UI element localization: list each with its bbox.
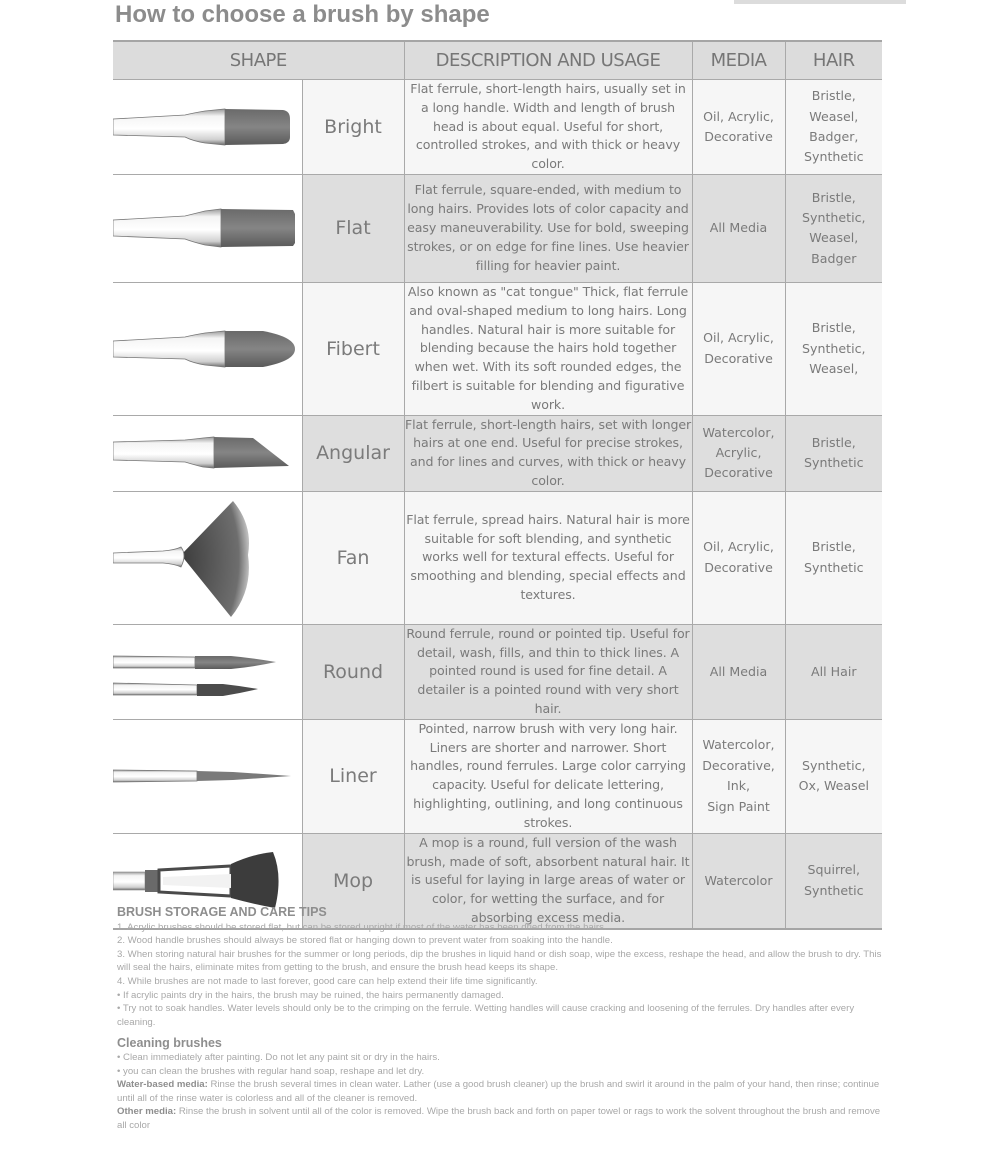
shape-hair: All Hair [785, 624, 882, 719]
page-title: How to choose a brush by shape [115, 1, 490, 28]
shape-name: Bright [302, 80, 404, 175]
shape-media: Oil, Acrylic, Decorative [692, 491, 785, 624]
angular-brush-icon [113, 428, 302, 478]
storage-tip: 2. Wood handle brushes should always be stored flat or hanging down to prevent water from soaking into the handle. [117, 935, 613, 947]
storage-tip: • Try not to soak handles. Water levels should only be to the crimping on the ferrule. Wetting handles will cause cracking and loosening of the ferrules. Dry handles after every cleaning. [117, 1003, 855, 1028]
shape-media: Watercolor, Decorative, Ink, Sign Paint [692, 719, 785, 833]
table-header-row [113, 41, 882, 80]
table-row [113, 719, 882, 833]
shape-hair: Bristle, Synthetic [785, 491, 882, 624]
shape-description: Flat ferrule, short-length hairs, set with longer hairs at one end. Useful for precise strokes, and for lines and curves, with thick or heavy color. [404, 415, 692, 491]
brush-image-cell [113, 174, 302, 282]
shape-hair: Squirrel, Synthetic [785, 833, 882, 929]
shape-name: Fan [302, 491, 404, 624]
top-decorative-bar [734, 0, 906, 4]
shape-media: Watercolor, Acrylic, Decorative [692, 415, 785, 491]
storage-tip: 4. While brushes are not made to last forever, good care can help extend their life time significantly. [117, 975, 538, 987]
water-based-text: Rinse the brush several times in clean water. Lather (use a good brush cleaner) up the brush and swirl it around in the palm of your hand, then rinse; continue until all of the rinse water is colorless and all of the cleaner is removed. [117, 1079, 880, 1104]
brush-shape-table [113, 40, 882, 930]
care-tips-section [117, 906, 883, 1133]
shape-description: Pointed, narrow brush with very long hair. Liners are shorter and narrower. Short handles, round ferrules. Large color carrying capacity. Useful for delicate lettering, highlighting, outlining, and long continuous strokes. [404, 719, 692, 833]
brush-image-cell [113, 719, 302, 833]
table-row [113, 415, 882, 491]
table-row [113, 174, 882, 282]
shape-hair: Bristle, Weasel, Badger, Synthetic [785, 80, 882, 175]
shape-name: Flat [302, 174, 404, 282]
shape-media: Oil, Acrylic, Decorative [692, 80, 785, 175]
bright-brush-icon [113, 97, 302, 157]
cleaning-tip: • you can clean the brushes with regular hand soap, reshape and let dry. [117, 1065, 425, 1077]
storage-heading: BRUSH STORAGE AND CARE TIPS [117, 905, 327, 919]
shape-hair: Bristle, Synthetic [785, 415, 882, 491]
header-hair: HAIR [785, 41, 882, 80]
other-media-tip [117, 1105, 883, 1132]
shape-media: All Media [692, 624, 785, 719]
shape-description: Also known as "cat tongue" Thick, flat ferrule and oval-shaped medium to long hairs. Long handles. Natural hair is more suitable for blending because the hairs hold together when wet. With its soft rounded edges, the filbert is suitable for blending and figurative work. [404, 282, 692, 415]
cleaning-heading: Cleaning brushes [117, 1036, 222, 1051]
filbert-brush-icon [113, 319, 302, 379]
shape-name: Mop [302, 833, 404, 929]
brush-image-cell [113, 624, 302, 719]
shape-media: Oil, Acrylic, Decorative [692, 282, 785, 415]
shape-description: A mop is a round, full version of the wash brush, made of soft, absorbent natural hair. It is useful for laying in large areas of water or color, for wetting the surface, and for absorbing excess media. [404, 833, 692, 929]
storage-tip: • If acrylic paints dry in the hairs, the brush may be ruined, the hairs permanently damaged. [117, 989, 504, 1001]
shape-hair: Bristle, Synthetic, Weasel, [785, 282, 882, 415]
table-row [113, 491, 882, 624]
water-based-media-tip [117, 1078, 883, 1105]
fan-brush-icon [113, 495, 302, 621]
shape-description: Round ferrule, round or pointed tip. Useful for detail, wash, fills, and thin to thick lines. A pointed round is used for fine detail. A detailer is a pointed round with very short hair. [404, 624, 692, 719]
shape-hair: Synthetic, Ox, Weasel [785, 719, 882, 833]
shape-description: Flat ferrule, spread hairs. Natural hair is more suitable for soft blending, and synthetic works well for textural effects. Useful for smoothing and blending, special effects and textures. [404, 491, 692, 624]
shape-media: Watercolor [692, 833, 785, 929]
shape-name: Angular [302, 415, 404, 491]
water-based-label: Water-based media: [117, 1079, 208, 1091]
flat-brush-icon [113, 198, 302, 258]
shape-description: Flat ferrule, short-length hairs, usually set in a long handle. Width and length of brush head is about equal. Useful for short, controlled strokes, and with thick or heavy color. [404, 80, 692, 175]
other-media-text: Rinse the brush in solvent until all of the color is removed. Wipe the brush back and forth on paper towel or rags to work the solvent throughout the brush and remove all color [117, 1106, 881, 1131]
shape-name: Round [302, 624, 404, 719]
brush-image-cell [113, 282, 302, 415]
table-row [113, 80, 882, 175]
brush-image-cell [113, 491, 302, 624]
round-brush-icon [113, 642, 302, 702]
header-shape: SHAPE [113, 41, 404, 80]
shape-media: All Media [692, 174, 785, 282]
brush-image-cell [113, 415, 302, 491]
header-media: MEDIA [692, 41, 785, 80]
storage-tip: 1. Acrylic brushes should be stored flat, but can be stored upright if most of the water has been dried from the hairs. [117, 921, 607, 933]
storage-tip: 3. When storing natural hair brushes for the summer or long periods, dip the brushes in liquid hand or dish soap, wipe the excess, reshape the head, and allow the brush to dry. This will seal the hairs, eliminate mites from getting to the brush, and ensure the brush head keeps its shape. [117, 948, 882, 974]
shape-name: Fibert [302, 282, 404, 415]
brush-image-cell [113, 80, 302, 175]
header-description: DESCRIPTION AND USAGE [404, 41, 692, 80]
cleaning-tip: • Clean immediately after painting. Do not let any paint sit or dry in the hairs. [117, 1051, 440, 1063]
shape-hair: Bristle, Synthetic, Weasel, Badger [785, 174, 882, 282]
table-row [113, 282, 882, 415]
liner-brush-icon [113, 756, 302, 796]
shape-description: Flat ferrule, square-ended, with medium to long hairs. Provides lots of color capacity and easy maneuverability. Use for bold, sweeping strokes, or on edge for fine lines. Use heavier filling for heavier paint. [404, 174, 692, 282]
shape-name: Liner [302, 719, 404, 833]
other-media-label: Other media: [117, 1106, 177, 1118]
table-row [113, 624, 882, 719]
